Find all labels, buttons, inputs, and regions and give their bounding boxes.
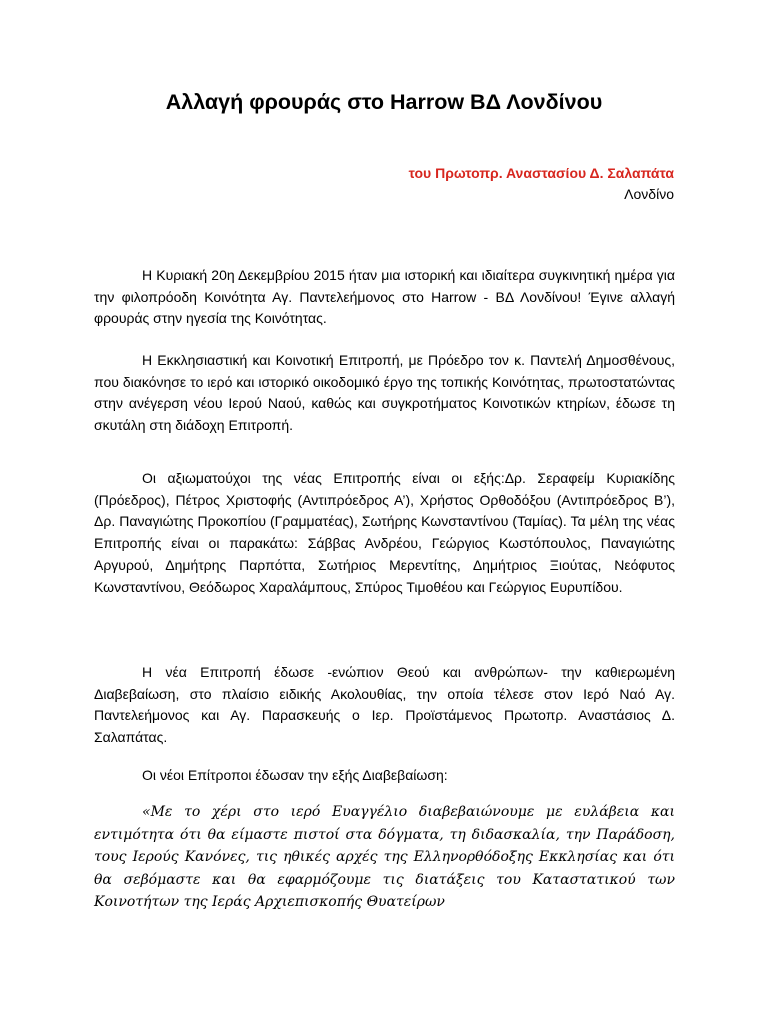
author-line: του Πρωτοπρ. Αναστασίου Δ. Σαλαπάτα — [408, 165, 674, 181]
paragraph-oath-intro: Οι νέοι Επίτροποι έδωσαν την εξής Διαβεβαίωση: — [142, 767, 448, 783]
paragraph-officials: Οι αξιωματούχοι της νέας Επιτροπής είναι οι εξής:Δρ. Σεραφείμ Κυριακίδης (Πρόεδρος), Πέτρος Χριστοφής (Αντιπρόεδρος Α’), Χρήστος Ορθοδόξου (Αντιπρόεδρος Β’), Δρ. Παναγιώτης Προκοπίου (Γραμματέας), Σωτήρης Κωνσταντίνου (Ταμίας). Τα μέλη της νέας Επιτροπής είναι οι παρακάτω: Σάββας Ανδρέου, Γεώργιος Κωστόπουλος, Παναγιώτης Αργυρού, Δημήτρης Παρπόττα, Σωτήριος Μερεντίτης, Δημήτριος Ξιούτας, Νεόφυτος Κωνσταντίνου, Θεόδωρος Χαραλάμπους, Σπύρος Τιμοθέου και Γεώργιος Ευρυπίδου. — [94, 470, 675, 595]
paragraph-ceremony: Η νέα Επιτροπή έδωσε -ενώπιον Θεού και ανθρώπων- την καθιερωμένη Διαβεβαίωση, στο πλαίσιο ειδικής Ακολουθίας, την οποία τέλεσε στον Ιερό Ναό Αγ. Παντελεήμονος και Αγ. Παρασκευής ο Ιερ. Προϊστάμενος Πρωτοπρ. Αναστάσιος Δ. Σαλαπάτας. — [94, 664, 675, 746]
oath-quote: «Με το χέρι στο ιερό Ευαγγέλιο διαβεβαιώνουμε με ευλάβεια και εντιμότητα ότι θα είμαστε πιστοί στα δόγματα, τη διδασκαλία, την Παράδοση, τους Ιερούς Κανόνες, τις ηθικές αρχές της Ελληνορθόδοξης Εκκλησίας και ότι θα σεβόμαστε και θα εφαρμόζουμε τις διατάξεις του Καταστατικού των Κοινοτήτων της Ιεράς Αρχιεπισκοπής Θυατείρων — [94, 804, 675, 910]
article-title: Αλλαγή φρουράς στο Harrow ΒΔ Λονδίνου — [165, 90, 603, 114]
location-line: Λονδίνο — [624, 186, 674, 202]
paragraph-intro: Η Κυριακή 20η Δεκεμβρίου 2015 ήταν μια ιστορική και ιδιαίτερα συγκινητική ημέρα για την φιλοπρόοδη Κοινότητα Αγ. Παντελεήμονος στο Harrow - ΒΔ Λονδίνου! Έγινε αλλαγή φρουράς στην ηγεσία της Κοινότητας. — [94, 267, 675, 327]
byline — [409, 163, 674, 205]
paragraph-committee: Η Εκκλησιαστική και Κοινοτική Επιτροπή, με Πρόεδρο τον κ. Παντελή Δημοσθένους, που διακόνησε το ιερό και ιστορικό οικοδομικό έργο της τοπικής Κοινότητας, πρωτοστατώντας στην ανέγερση νέου Ιερού Ναού, καθώς και συγκροτήματος Κοινοτικών κτηρίων, έδωσε τη σκυτάλη στη διάδοχη Επιτροπή. — [94, 352, 675, 434]
